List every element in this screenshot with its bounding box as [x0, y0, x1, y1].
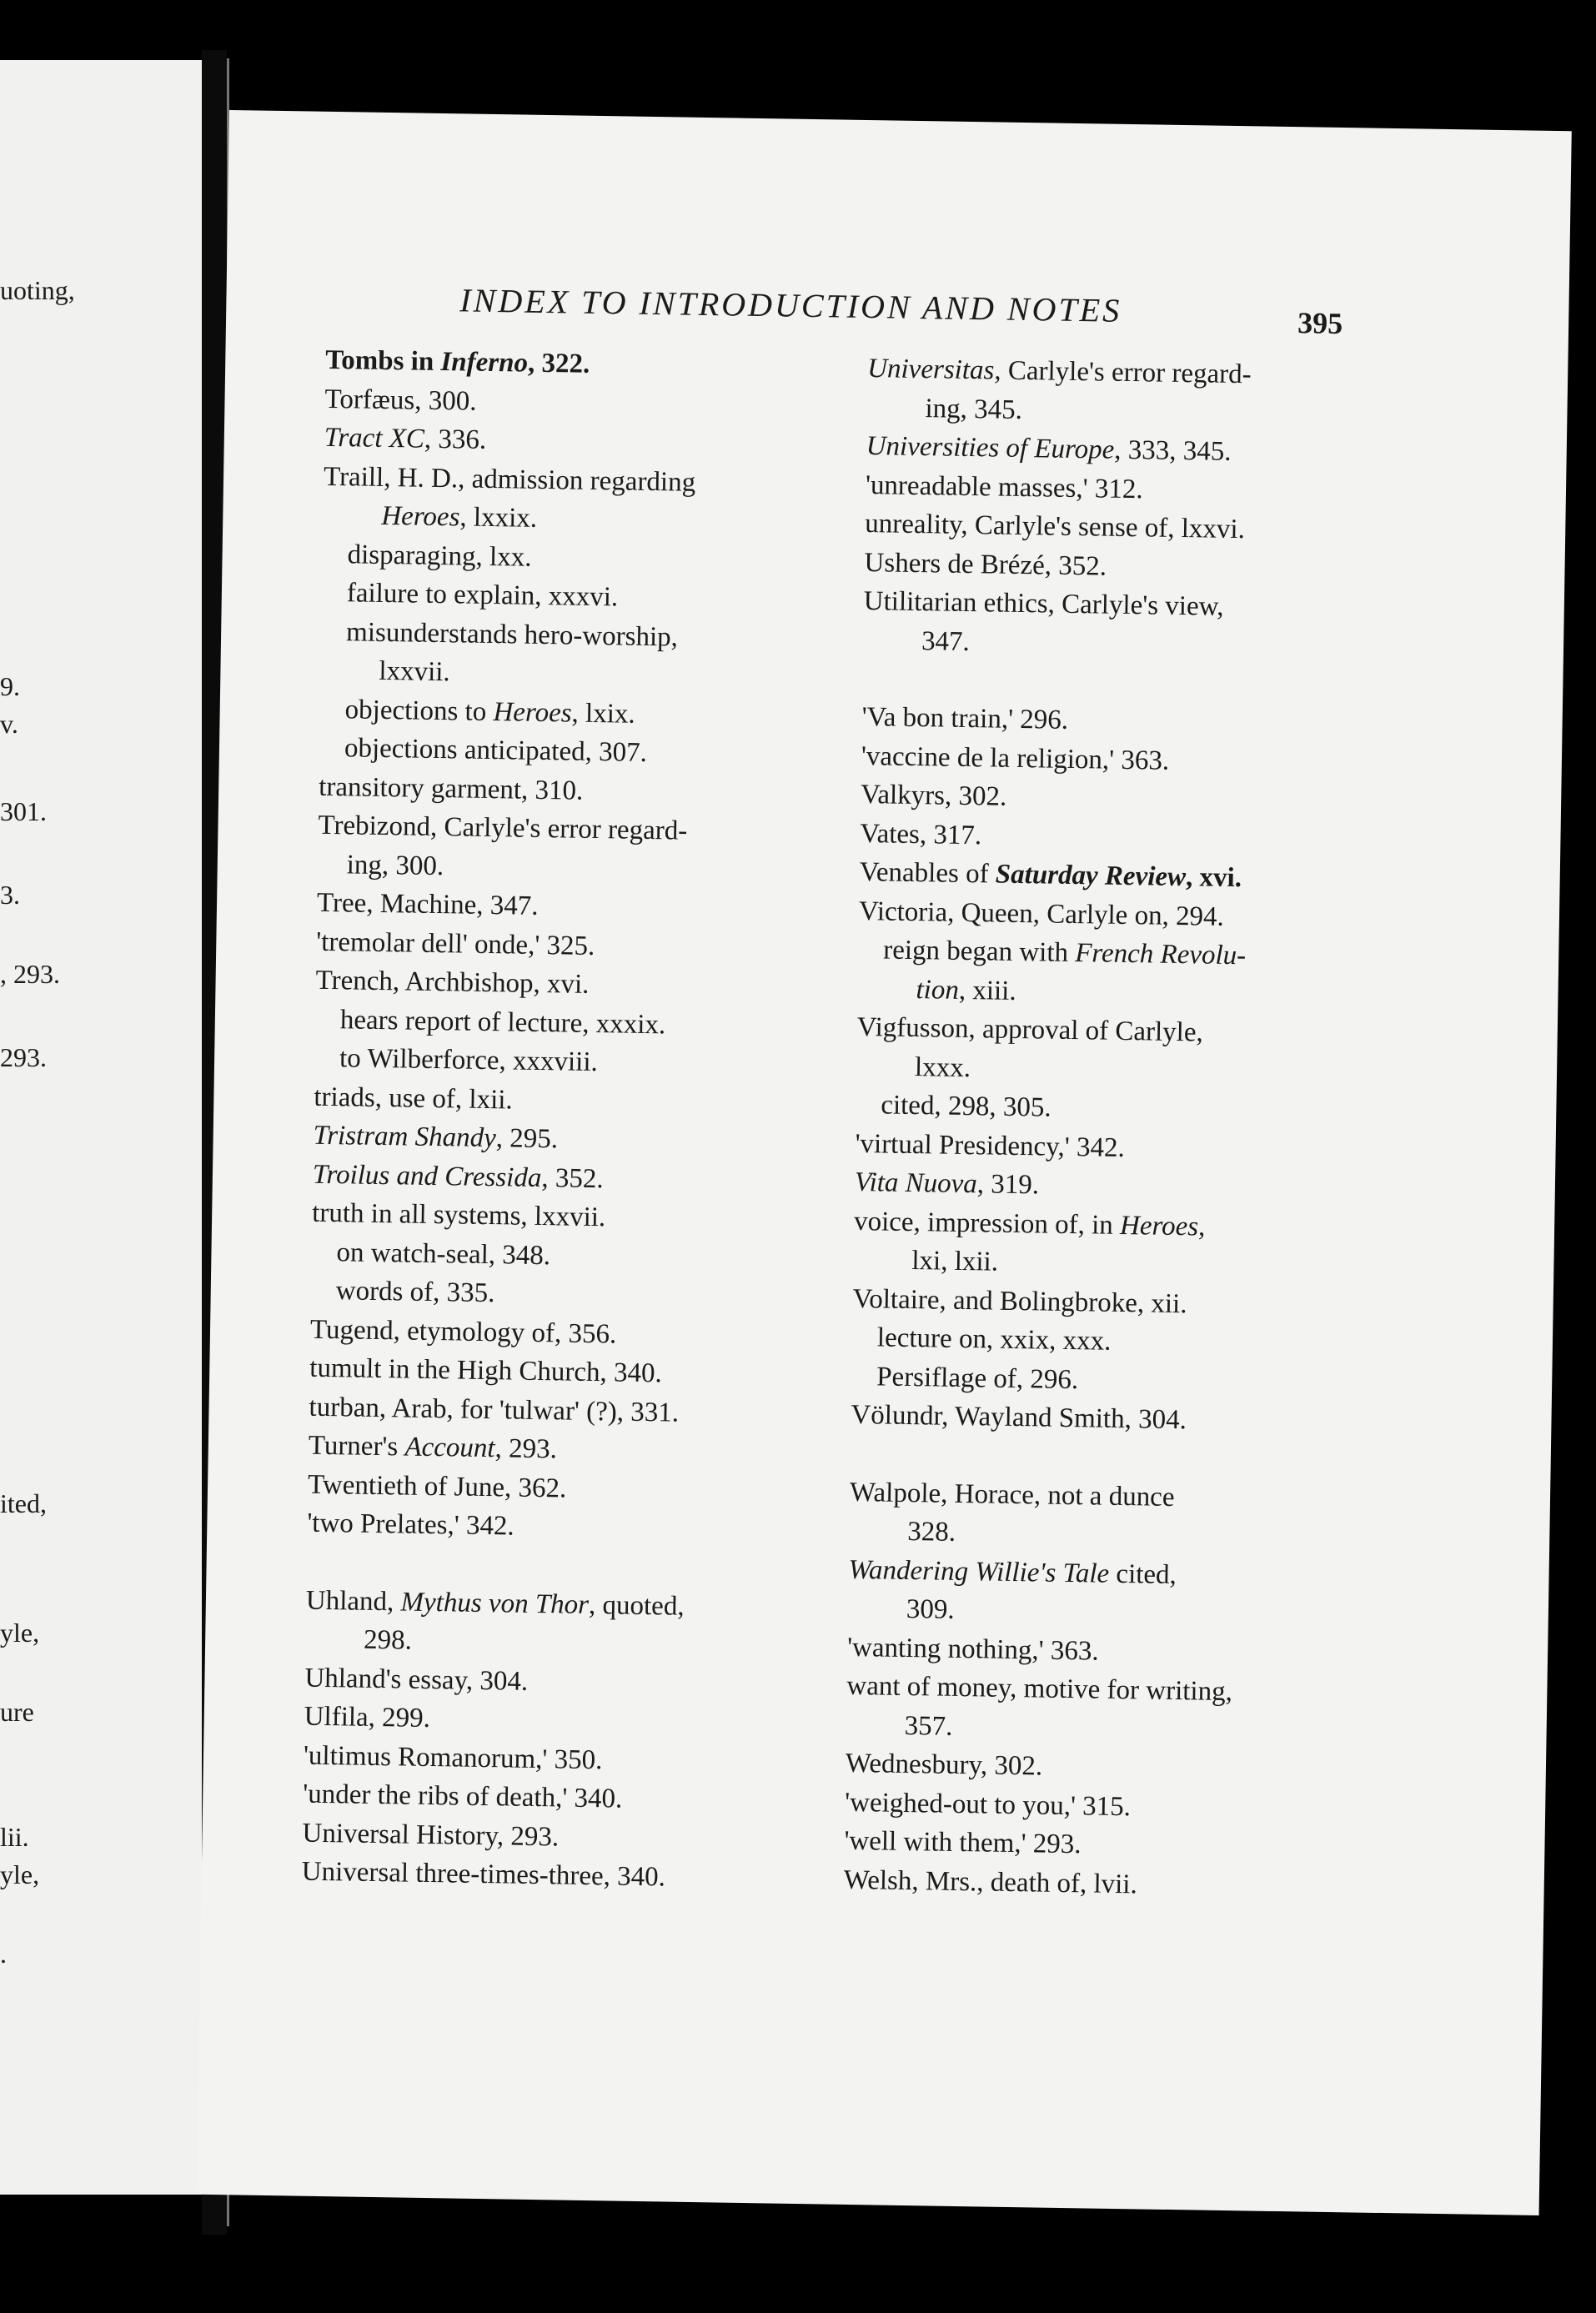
index-entry-text: to Wilberforce, xxxviii.	[339, 1043, 599, 1078]
index-entry-text: , 333, 345.	[1114, 434, 1232, 467]
index-entry-text: Uhland,	[305, 1585, 401, 1617]
index-entry-text: 'two Prelates,' 342.	[307, 1508, 515, 1542]
index-entry-text: Walpole, Horace, not a dunce	[849, 1477, 1175, 1513]
index-entry-text: 'well with them,' 293.	[844, 1825, 1082, 1860]
index-entry-text: objections to	[344, 694, 494, 727]
index-entry-text: 357.	[904, 1710, 953, 1742]
index-entry-text: ing, 300.	[346, 849, 444, 881]
index-entry-text: 'weighed-out to you,' 315.	[844, 1787, 1132, 1822]
index-entry-text: Persiflage of, 296.	[876, 1361, 1079, 1395]
left-page-fragment: 3.	[0, 880, 20, 910]
index-entry-text: , 352.	[541, 1162, 604, 1194]
index-entry-text: misunderstands hero-worship,	[345, 616, 679, 653]
index-entry-text: lxxx.	[914, 1051, 971, 1083]
index-entry-text: objections anticipated, 307.	[344, 733, 648, 768]
index-entry-text: Saturday Review	[995, 859, 1187, 893]
index-entry-text: Universities of Europe	[866, 431, 1115, 465]
left-page-fragment: 293.	[0, 1042, 47, 1072]
left-page	[0, 60, 202, 2195]
index-entry-text: 'Va bon train,' 296.	[861, 702, 1069, 735]
index-entry-text: on watch-seal, 348.	[336, 1237, 551, 1271]
index-entry-text: triads, use of, lxii.	[314, 1081, 513, 1115]
index-entry-text: unreality, Carlyle's sense of, lxxvi.	[865, 509, 1246, 545]
index-entry-text: Victoria, Queen, Carlyle on, 294.	[858, 896, 1225, 932]
index-entry-text: 'vaccine de la religion,' 363.	[861, 740, 1170, 776]
index-entry-text: , 322.	[527, 348, 590, 379]
index-entry-text: Torfæus, 300.	[324, 384, 477, 417]
index-entry-text: , 336.	[424, 424, 487, 455]
index-entry-text: Uhland's essay, 304.	[304, 1663, 529, 1697]
index-entry-text: Venables of	[859, 856, 996, 890]
index-entry-text: , xiii.	[958, 975, 1016, 1006]
left-page-fragment: 301.	[0, 796, 47, 826]
index-entry-text: , lxxix.	[459, 502, 538, 534]
index-entry-text: Wednesbury, 302.	[845, 1748, 1043, 1782]
index-entry-text: Universal History, 293.	[302, 1818, 560, 1852]
index-entry-text: lecture on, xxix, xxx.	[876, 1322, 1112, 1357]
index-entry-text: turban, Arab, for 'tulwar' (?), 331.	[309, 1392, 680, 1428]
left-page-fragment: .	[0, 1939, 7, 1969]
left-page-fragment: ure	[0, 1697, 34, 1727]
index-entry-text: Troilus and Cressida	[312, 1159, 542, 1193]
index-entry-text: Valkyrs, 302.	[860, 779, 1007, 812]
index-entry-text: tion	[916, 974, 960, 1006]
index-entry-text: Vates, 317.	[860, 818, 982, 850]
left-page-fragment: 9.	[0, 671, 20, 701]
index-entry-text: , 295.	[495, 1123, 559, 1155]
index-entry-text: , lxix.	[571, 698, 635, 730]
left-page-fragment: ited,	[0, 1488, 47, 1518]
index-entry-text: voice, impression of, in	[853, 1206, 1121, 1241]
index-entry-text: cited,	[1108, 1558, 1177, 1590]
index-entry-text: Trebizond, Carlyle's error regard-	[318, 810, 688, 846]
index-entry-text: truth in all systems, lxxvii.	[311, 1197, 606, 1233]
index-entry-text: 309.	[906, 1593, 955, 1625]
index-entry-text: reign began with	[882, 935, 1076, 969]
index-entry-text: Trench, Archbishop, xvi.	[315, 965, 590, 1000]
index-entry-text: Tugend, etymology of, 356.	[309, 1314, 617, 1349]
index-entry-text: transitory garment, 310.	[318, 771, 584, 806]
left-page-fragment: yle,	[0, 1859, 40, 1889]
index-entry-text: 'ultimus Romanorum,' 350.	[303, 1740, 603, 1775]
index-entry-text: Vigfusson, approval of Carlyle,	[856, 1011, 1204, 1048]
index-entry-text: Wandering Willie's Tale	[848, 1554, 1110, 1589]
index-entry-text: Vita Nuova	[854, 1167, 978, 1200]
index-entry-text: French Revolu-	[1074, 938, 1247, 971]
index-entry-text: 'wanting nothing,' 363.	[846, 1632, 1099, 1667]
index-entry-text: lxxvii.	[379, 655, 450, 688]
index-entry-text: 'under the ribs of death,' 340.	[303, 1779, 623, 1814]
index-entry	[843, 1860, 1378, 1908]
left-page-fragment: , 293.	[0, 959, 60, 989]
index-entry-text: Utilitarian ethics, Carlyle's view,	[863, 586, 1224, 622]
index-entry-text: disparaging, lxx.	[347, 539, 532, 573]
index-entry-text: Traill, H. D., admission regarding	[323, 461, 696, 498]
index-entry-text: 347.	[921, 625, 971, 657]
index-entry-text: Völundr, Wayland Smith, 304.	[851, 1399, 1187, 1436]
index-entry-text: words of, 335.	[335, 1276, 495, 1309]
index-entry-text: Ulfila, 299.	[304, 1701, 431, 1734]
index-entry-text: , Carlyle's error regard-	[994, 355, 1252, 390]
page-header: INDEX TO INTRODUCTION AND NOTES	[459, 281, 1122, 329]
index-entry-text: 328.	[907, 1516, 956, 1548]
index-entry-text: 298.	[363, 1624, 413, 1656]
index-entry-text: Tombs in	[325, 344, 441, 378]
index-entry-text: cited, 298, 305.	[881, 1090, 1051, 1123]
page-number: 395	[1297, 306, 1343, 341]
left-page-fragment: yle,	[0, 1618, 40, 1648]
index-entry-text: , 293.	[494, 1433, 558, 1465]
index-entry-text: Mythus von Thor	[400, 1586, 590, 1620]
index-entry	[301, 1853, 836, 1900]
index-entry-text: Heroes	[493, 696, 572, 729]
index-entry-text: Tristram Shandy	[313, 1120, 497, 1154]
index-entry-text: want of money, motive for writing,	[846, 1670, 1233, 1708]
index-entry-text: ing, 345.	[925, 393, 1023, 425]
index-entry-text: Tree, Machine, 347.	[316, 887, 539, 921]
index-entry-text: 'unreadable masses,' 312.	[865, 469, 1143, 504]
index-entry-text: , 319.	[976, 1169, 1040, 1201]
index-entry-text: ,	[1197, 1211, 1206, 1242]
index-entry-text: tumult in the High Church, 340.	[309, 1352, 663, 1389]
index-column-right	[843, 349, 1401, 1908]
index-entry-text: Voltaire, and Bolingbroke, xii.	[852, 1283, 1187, 1319]
index-entry-text: hears report of lecture, xxxix.	[339, 1004, 666, 1040]
index-entry-text: Inferno	[440, 347, 529, 379]
index-entry-text: Heroes	[381, 500, 460, 533]
index-entry-text: , xvi.	[1185, 862, 1242, 894]
index-entry-text: Heroes	[1119, 1210, 1199, 1242]
index-entry-text: , quoted,	[588, 1589, 685, 1622]
index-entry-text: Ushers de Brézé, 352.	[864, 547, 1107, 582]
index-entry-text: 'tremolar dell' onde,' 325.	[316, 926, 595, 961]
right-page	[197, 110, 1572, 2215]
index-entry-text: Account	[404, 1432, 495, 1464]
index-entry-text: failure to explain, xxxvi.	[346, 578, 619, 613]
left-page-fragment: lii.	[0, 1822, 29, 1852]
index-entry-text: lxi, lxii.	[911, 1246, 999, 1277]
index-entry-text: Tract XC	[324, 422, 425, 454]
left-page-fragment: uoting,	[0, 275, 75, 305]
index-entry-text: Universitas	[866, 354, 995, 386]
left-page-fragment: v.	[0, 709, 18, 739]
index-entry-text: Welsh, Mrs., death of, lvii.	[843, 1864, 1138, 1899]
index-entry-text: Twentieth of June, 362.	[307, 1469, 567, 1504]
index-entry-text: 'virtual Presidency,' 342.	[855, 1128, 1126, 1163]
index-entry-text: Turner's	[308, 1430, 405, 1463]
index-entry-text: Universal three-times-three, 340.	[301, 1856, 666, 1893]
index-column-left	[301, 341, 859, 1899]
